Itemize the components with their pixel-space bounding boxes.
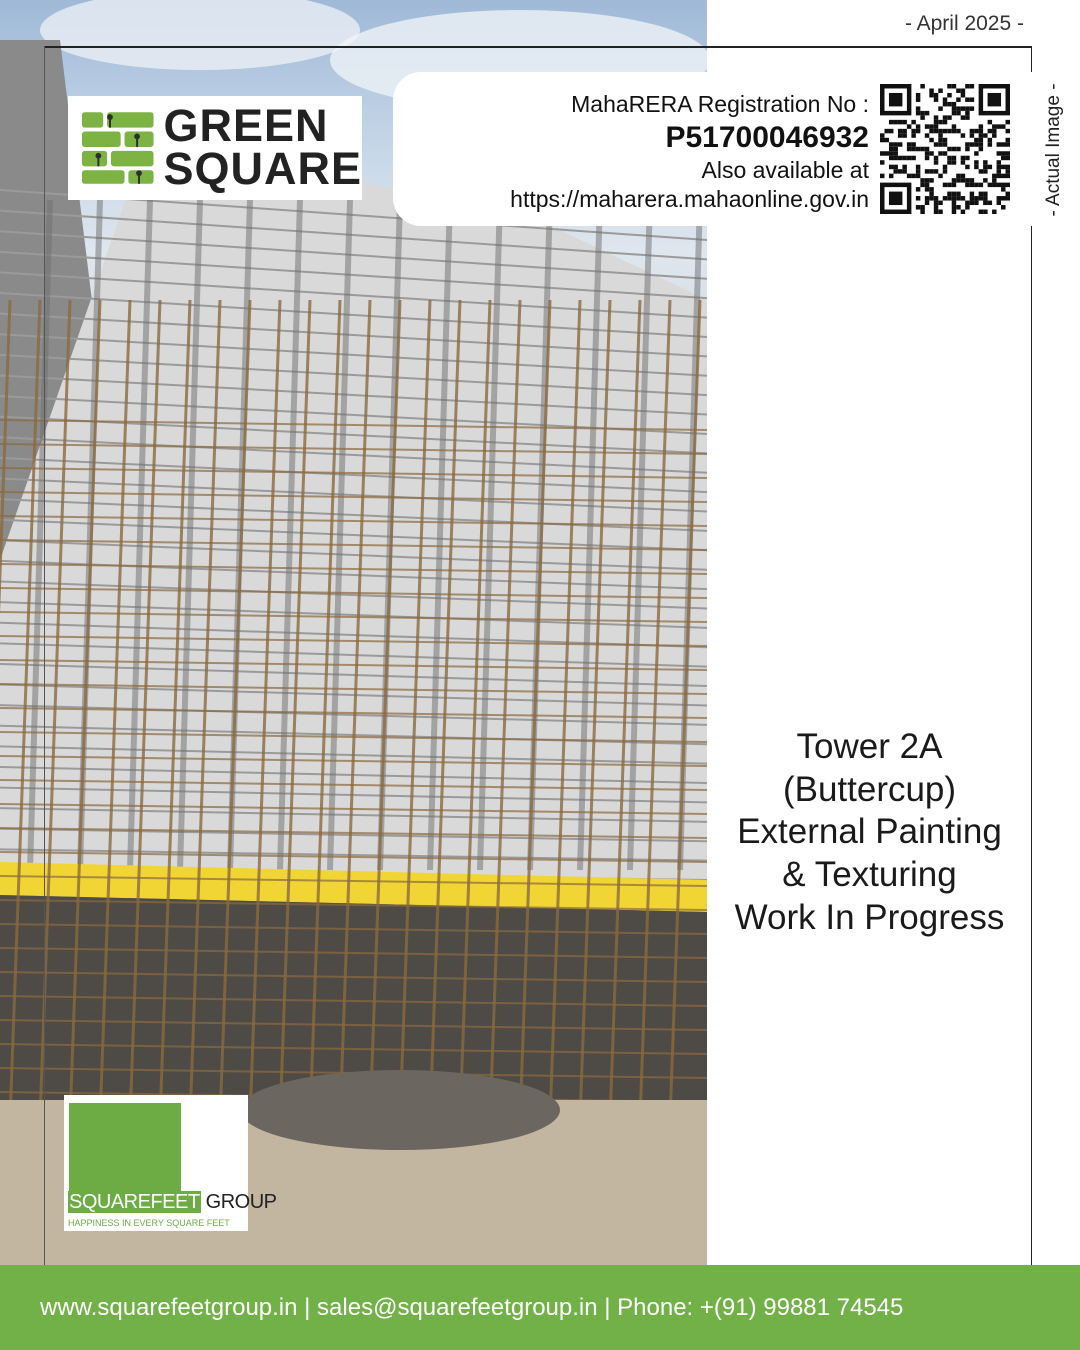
headline-line-2: (Buttercup)	[782, 769, 957, 809]
squarefeet-name-highlight: SQUAREFEET	[69, 1191, 200, 1213]
headline-line-1: Tower 2A	[796, 727, 943, 766]
logo-line-green: GREEN	[163, 100, 329, 152]
headline-line-5: Work In Progress	[734, 897, 1005, 937]
rera-info	[510, 90, 869, 214]
green-square-logo-icon	[80, 109, 155, 187]
headline	[707, 726, 1032, 939]
squarefeet-name	[68, 1191, 276, 1214]
frame-top-line	[44, 46, 1032, 48]
rera-url-link[interactable]: https://maharera.mahaonline.gov.in	[510, 186, 869, 212]
actual-image-label: - Actual Image -	[1043, 83, 1064, 217]
squarefeet-logo-icon	[69, 1103, 181, 1193]
rera-label: MahaRERA Registration No :	[571, 91, 869, 117]
green-square-wordmark	[163, 100, 362, 194]
rera-number: P51700046932	[665, 120, 869, 154]
squarefeet-name-rest: GROUP	[200, 1191, 277, 1213]
qr-code-icon	[880, 84, 1010, 214]
headline-line-4: & Texturing	[782, 855, 957, 895]
headline-line-3: External Painting	[737, 812, 1002, 852]
frame-left-line	[44, 46, 45, 1266]
squarefeet-logo	[64, 1095, 277, 1231]
rera-also-available: Also available at	[701, 157, 869, 184]
rera-card	[393, 72, 1033, 226]
date-label: - April 2025 -	[904, 12, 1024, 35]
squarefeet-tagline: HAPPINESS IN EVERY SQUARE FEET	[68, 1218, 230, 1228]
green-square-logo	[68, 96, 362, 200]
logo-line-square: SQUARE	[163, 143, 362, 194]
footer-contact-bar	[0, 1265, 1080, 1350]
frame-right-line	[1031, 46, 1032, 1266]
footer-contact-text[interactable]: www.squarefeetgroup.in | sales@squarefeetgroup.in | Phone: +(91) 99881 74545	[40, 1293, 904, 1321]
